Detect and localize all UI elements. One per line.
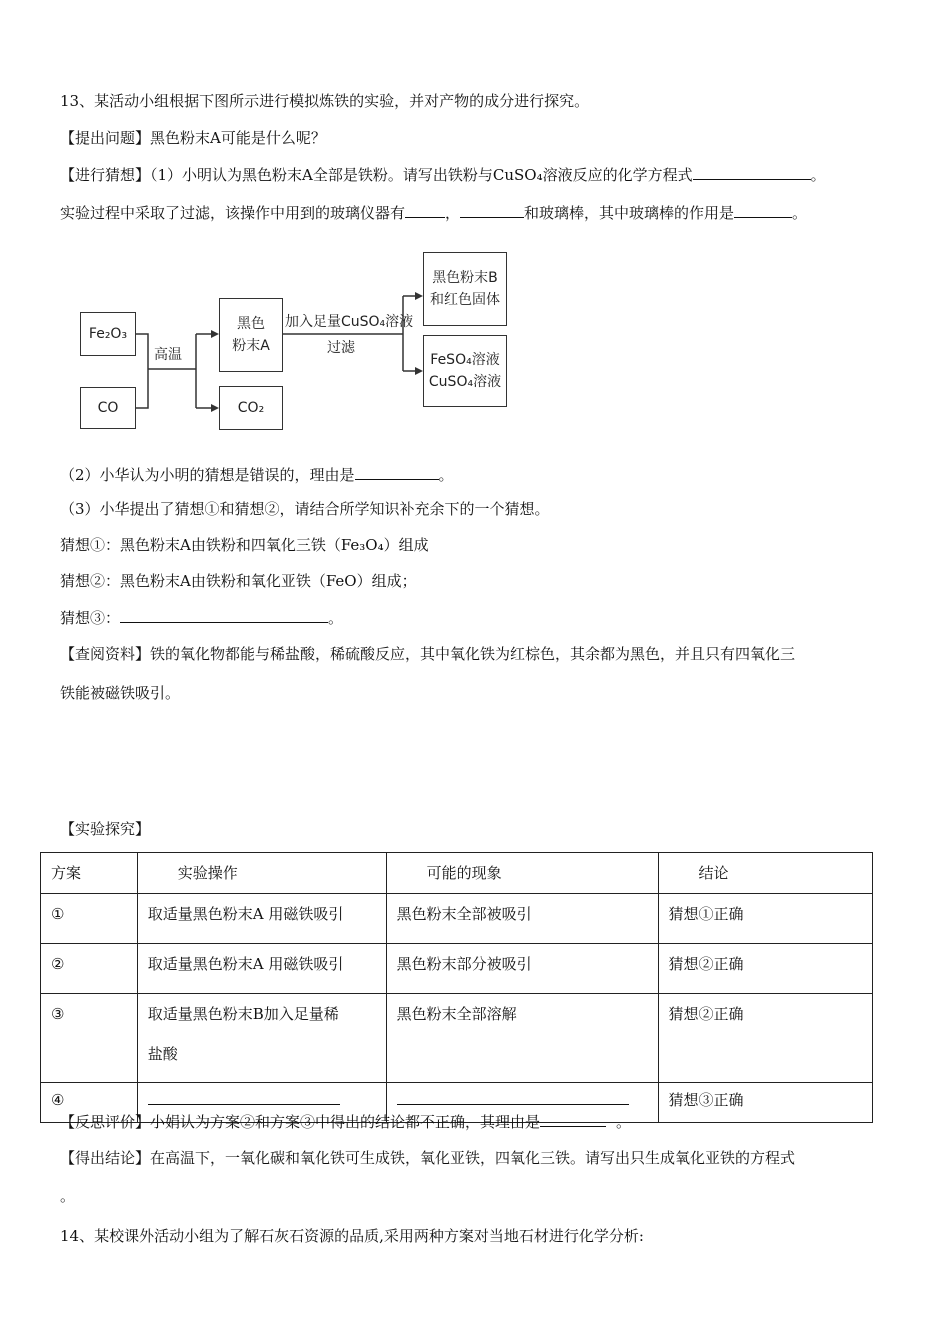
info-line-2: 铁能被磁铁吸引。 xyxy=(60,684,181,702)
table-row xyxy=(41,994,873,1083)
hypothesis-3-end: 。 xyxy=(328,609,344,627)
cell-plan: ③ xyxy=(41,994,138,1083)
high-temp-label: 高温 xyxy=(154,347,182,363)
cell-operation-line2: 盐酸 xyxy=(147,1045,178,1063)
reflect-blank[interactable] xyxy=(540,1110,606,1127)
cell-operation: 取适量黑色粉末A 用磁铁吸引 xyxy=(137,944,386,994)
reflect-end: 。 xyxy=(616,1113,632,1131)
filter-text-b: ， xyxy=(445,204,461,222)
cell-conclusion: 猜想②正确 xyxy=(658,994,872,1083)
cell-conclusion: 猜想①正确 xyxy=(658,894,872,944)
hypothesis-3-line xyxy=(60,606,343,629)
phenomenon-blank[interactable] xyxy=(397,1090,629,1105)
reason-blank[interactable] xyxy=(355,463,439,480)
hypothesis-1: 猜想①：黑色粉末A由铁粉和四氧化三铁（Fe₃O₄）组成 xyxy=(60,536,429,554)
co2-label: CO₂ xyxy=(237,400,265,416)
q14-intro: 14、某校课外活动小组为了解石灰石资源的品质,采用两种方案对当地石材进行化学分析: xyxy=(60,1227,644,1245)
filter-text-a: 实验过程中采取了过滤，该操作中用到的玻璃仪器有 xyxy=(60,204,406,222)
black-powder-a-box xyxy=(219,298,283,372)
table-row xyxy=(41,944,873,994)
filter-text-c: 和玻璃棒，其中玻璃棒的作用是 xyxy=(524,204,735,222)
cell-plan: ④ xyxy=(41,1083,138,1123)
black-b-line2: 和红色固体 xyxy=(430,292,500,308)
cell-operation-line1: 取适量黑色粉末B加入足量稀 xyxy=(147,1005,339,1023)
cell-plan: ① xyxy=(41,894,138,944)
black-a-line2: 粉末A xyxy=(232,338,270,354)
guess-1-text: 【进行猜想】（1）小明认为黑色粉末A全部是铁粉。请写出铁粉与CuSO₄溶液反应的化学方程式 xyxy=(60,166,693,184)
conclusion-line-2: 。 xyxy=(60,1187,76,1205)
hypothesis-3-blank[interactable] xyxy=(120,606,328,623)
fe2o3-box xyxy=(80,312,136,356)
filter-label: 过滤 xyxy=(327,340,355,356)
question-heading: 【提出问题】黑色粉末A可能是什么呢？ xyxy=(60,129,326,147)
co-label: CO xyxy=(97,400,119,416)
cell-conclusion: 猜想②正确 xyxy=(658,944,872,994)
filter-text-d: 。 xyxy=(792,204,808,222)
header-plan: 方案 xyxy=(41,853,138,894)
experiment-table xyxy=(40,852,873,1123)
guess-1-end: 。 xyxy=(810,166,826,184)
cell-phenomenon: 黑色粉末全部溶解 xyxy=(386,994,658,1083)
co-box xyxy=(80,387,136,429)
solution-line1: FeSO₄溶液 xyxy=(430,352,500,368)
guess-2-line xyxy=(60,463,454,486)
solution-box xyxy=(423,335,507,407)
co2-box xyxy=(219,386,283,430)
guess-3-intro: （3）小华提出了猜想①和猜想②，请结合所学知识补充余下的一个猜想。 xyxy=(60,500,550,518)
cell-operation: 取适量黑色粉末A 用磁铁吸引 xyxy=(137,894,386,944)
cell-conclusion: 猜想③正确 xyxy=(658,1083,872,1123)
table-header-row xyxy=(41,853,873,894)
cell-plan: ② xyxy=(41,944,138,994)
black-powder-b-box xyxy=(423,252,507,326)
conclusion-line-1: 【得出结论】在高温下，一氧化碳和氧化铁可生成铁，氧化亚铁，四氧化三铁。请写出只生成氧化亚铁的方程式 xyxy=(60,1149,796,1167)
explore-heading: 【实验探究】 xyxy=(60,820,151,838)
reflect-text: 【反思评价】小娟认为方案②和方案③中得出的结论都不正确，其理由是 xyxy=(60,1113,541,1131)
cell-operation xyxy=(137,994,386,1083)
cell-phenomenon: 黑色粉末部分被吸引 xyxy=(386,944,658,994)
fe2o3-label: Fe₂O₃ xyxy=(88,326,128,342)
hypothesis-3-text: 猜想③： xyxy=(60,609,121,627)
black-b-line1: 黑色粉末B xyxy=(432,270,498,286)
cell-phenomenon: 黑色粉末全部被吸引 xyxy=(386,894,658,944)
solution-line2: CuSO₄溶液 xyxy=(428,374,502,390)
reagent-label: 加入足量CuSO₄溶液 xyxy=(285,314,414,330)
reflect-line xyxy=(60,1110,631,1133)
black-a-line1: 黑色 xyxy=(237,316,265,332)
guess-2-end: 。 xyxy=(438,466,454,484)
header-conclusion: 结论 xyxy=(658,853,872,894)
q13-intro: 13、某活动小组根据下图所示进行模拟炼铁的实验，并对产物的成分进行探究。 xyxy=(60,92,590,110)
guess-2-text: （2）小华认为小明的猜想是错误的，理由是 xyxy=(60,466,355,484)
header-phenomenon: 可能的现象 xyxy=(386,853,658,894)
hypothesis-2: 猜想②：黑色粉末A由铁粉和氧化亚铁（FeO）组成； xyxy=(60,572,417,590)
info-line-1: 【查阅资料】铁的氧化物都能与稀盐酸，稀硫酸反应，其中氧化铁为红棕色，其余都为黑色，并且只有四氧化三 xyxy=(60,645,796,663)
table-row xyxy=(41,894,873,944)
operation-blank[interactable] xyxy=(148,1090,340,1105)
header-operation: 实验操作 xyxy=(137,853,386,894)
